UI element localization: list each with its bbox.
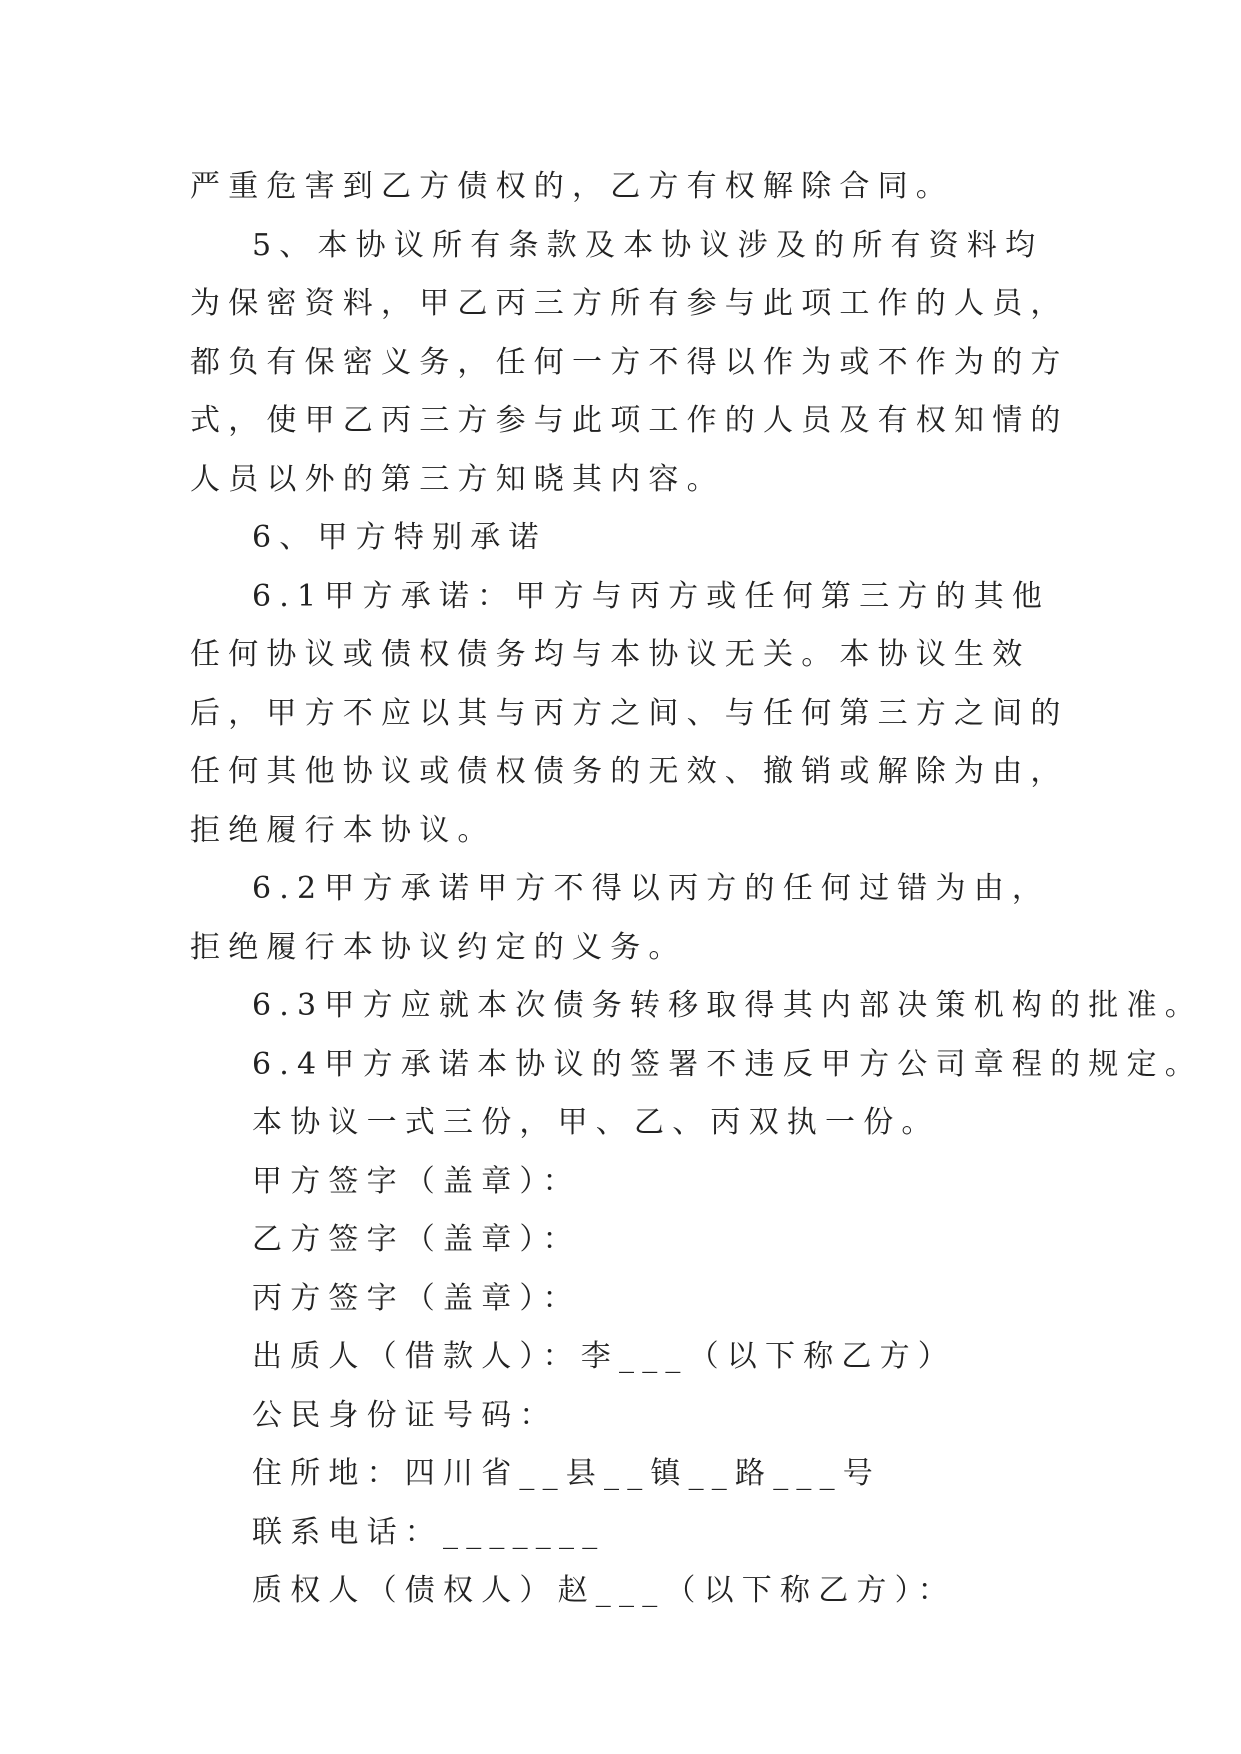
signature-party-c: 丙方签字（盖章）： <box>252 1280 581 1316</box>
phone-line: 联系电话：_______ <box>252 1514 606 1550</box>
signature-party-b: 乙方签字（盖章）： <box>252 1222 581 1257</box>
line-copies: 本协议一式三份，甲、乙、丙双执一份。 <box>252 1105 940 1140</box>
paragraph-continuation: 严重危害到乙方债权的，乙方有权解除合同。 <box>190 169 954 204</box>
document-body <box>190 158 1203 1621</box>
paragraph-clause-6: 6、甲方特别承诺 <box>252 520 547 555</box>
id-number-line: 公民身份证号码： <box>252 1397 558 1433</box>
paragraph-clause-6-2: 6.2甲方承诺甲方不得以丙方的任何过错为由，拒绝履行本协议约定的义务。 <box>190 871 1051 965</box>
pledgee-line: 质权人（债权人）赵___（以下称乙方）： <box>252 1573 956 1608</box>
pledgor-line: 出质人（借款人）：李___（以下称乙方） <box>252 1339 956 1374</box>
paragraph-clause-5: 5、本协议所有条款及本协议涉及的所有资料均为保密资料，甲乙丙三方所有参与此项工作的人员，都负有保密义务，任何一方不得以作为或不作为的方式，使甲乙丙三方参与此项工作的人员及有权知情的人员以外的第三方知晓其内容。 <box>190 227 1069 497</box>
address-line: 住所地：四川省__县__镇__路___号 <box>252 1456 881 1491</box>
line-clause-6-3: 6.3甲方应就本次债务转移取得其内部决策机构的批准。 <box>252 988 1203 1023</box>
line-clause-6-4: 6.4甲方承诺本协议的签署不违反甲方公司章程的规定。 <box>252 1046 1203 1082</box>
paragraph-clause-6-1: 6.1甲方承诺：甲方与丙方或任何第三方的其他任何协议或债权债务均与本协议无关。本协议生效后，甲方不应以其与丙方之间、与任何第三方之间的任何其他协议或债权债务的无效、撤销或解除为由，拒绝履行本协议。 <box>190 578 1069 848</box>
signature-party-a: 甲方签字（盖章）： <box>252 1163 581 1199</box>
